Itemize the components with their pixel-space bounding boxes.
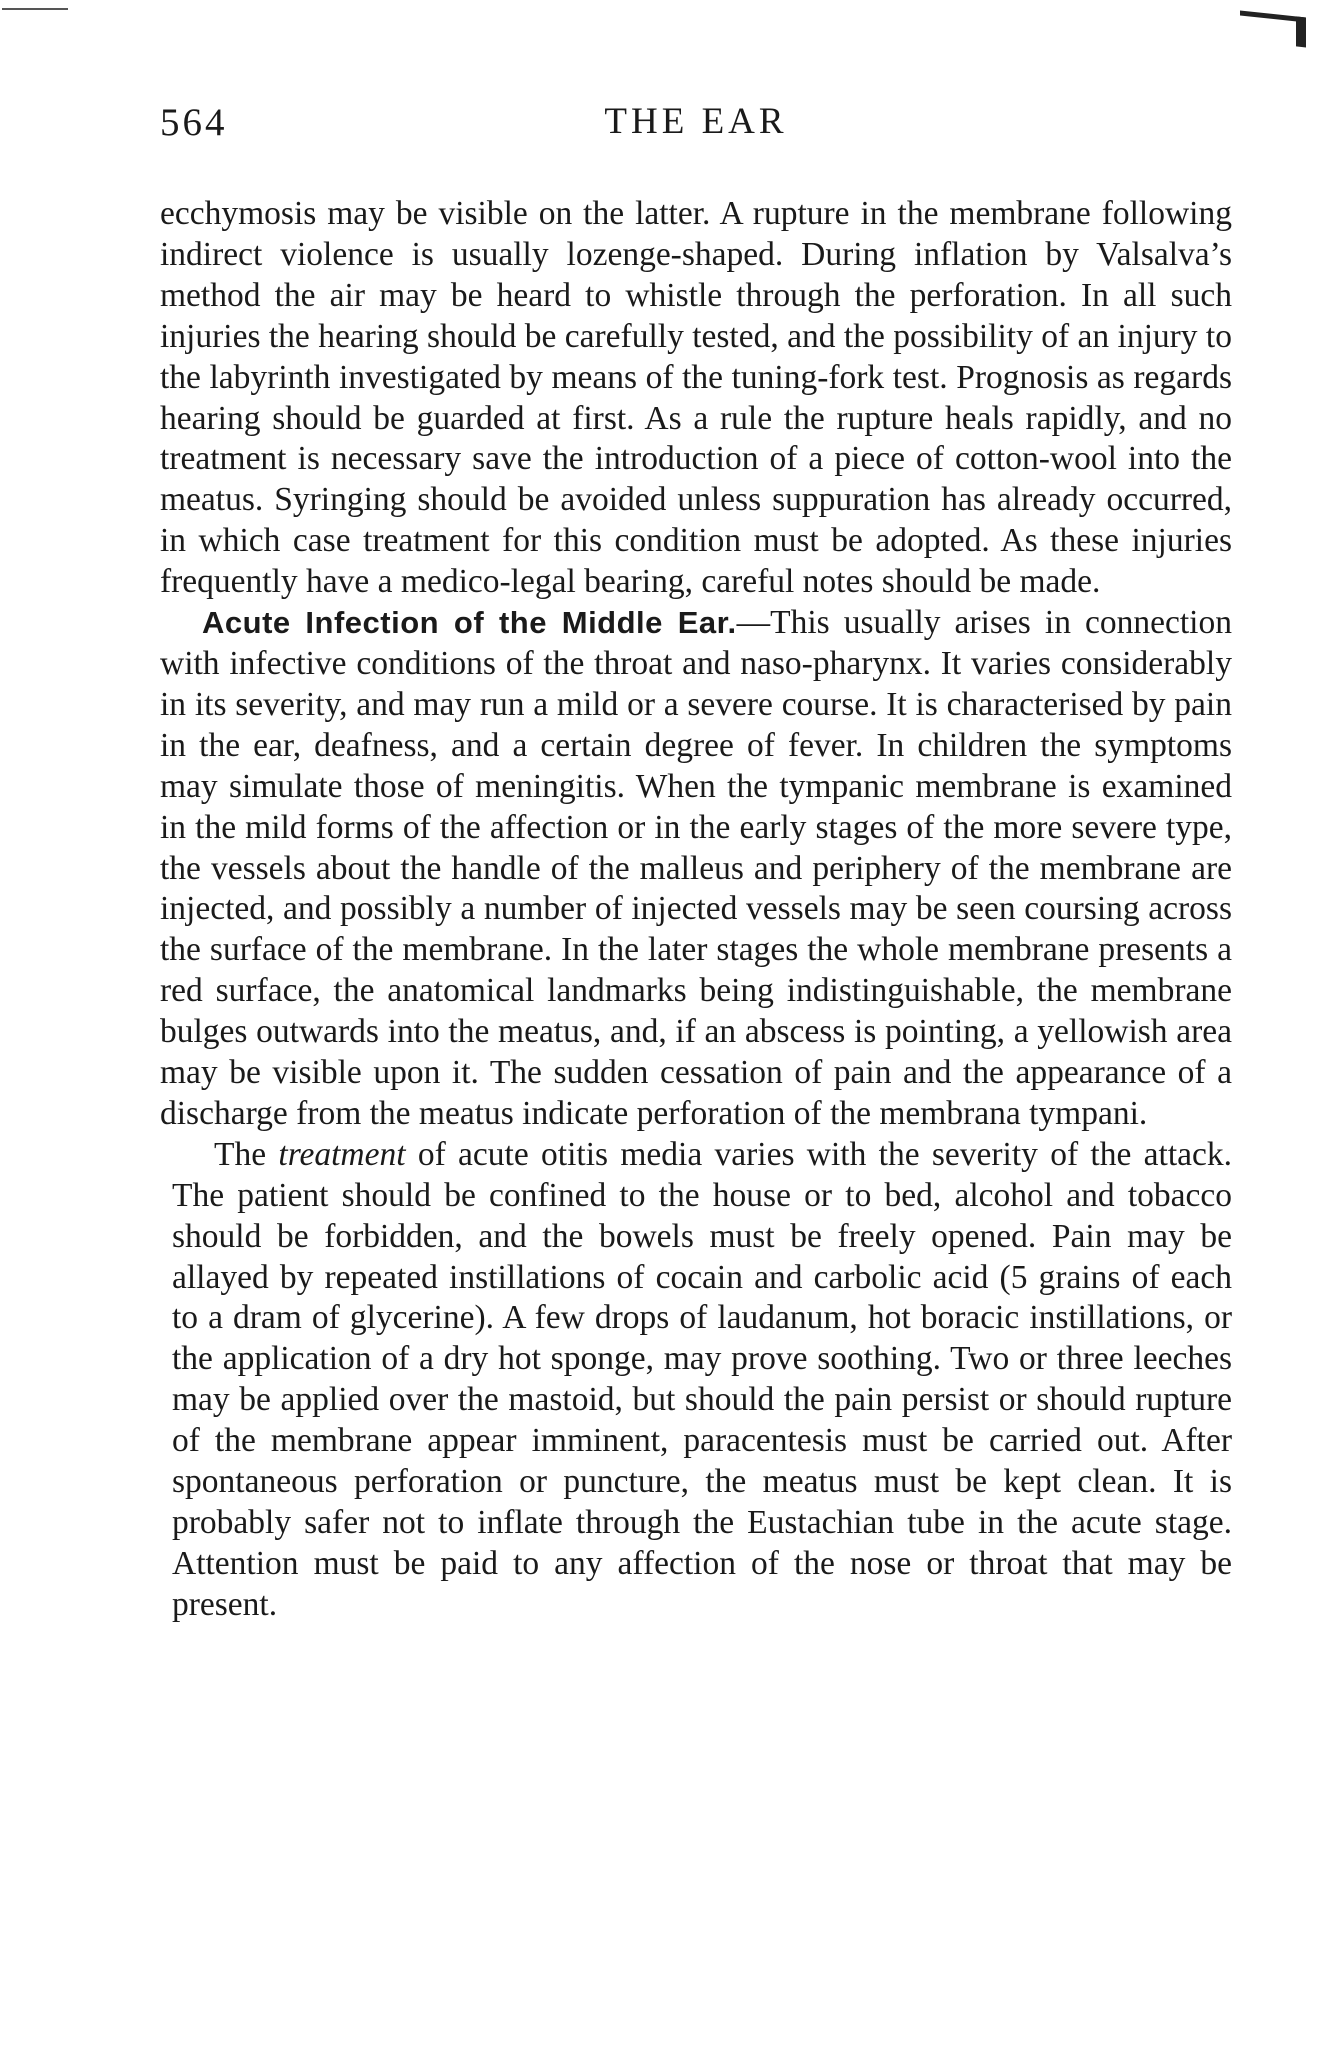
body-text	[160, 194, 1232, 1626]
paragraph-text: —This usually arises in connection with infective conditions of the throat and naso-pharynx. It varies considerably in its severity, and may run a mild or a severe course. It is characterised by pain in the ear, deafness, and a certain degree of fever. In children the symptoms may simulate those of meningitis. When the tympanic membrane is examined in the mild forms of the affection or in the early stages of the more severe type, the vessels about the handle of the malleus and periphery of the membrane are injected, and possibly a number of injected vessels may be seen coursing across the surface of the membrane. In the later stages the whole membrane presents a red surface, the anatomical landmarks being indistinguishable, the membrane bulges outwards into the meatus, and, if an abscess is pointing, a yellowish area may be visible upon it. The sudden cessation of pain and the appearance of a discharge from the meatus indicate perforation of the membrana tympani.	[160, 604, 1232, 1132]
paragraph-lead: The	[214, 1135, 279, 1173]
paragraph-acute-infection	[160, 603, 1232, 1135]
section-heading: Acute Infection of the Middle Ear.	[202, 605, 737, 641]
paragraph-text: ecchymosis may be visible on the latter. A rupture in the membrane following indirect violence is usually lozenge-shaped. During inflation by Valsalva’s method the air may be heard to whistle through the perforation. In all such injuries the hearing should be carefully tested, and the possibility of an injury to the labyrinth investigated by means of the tuning-fork test. Prognosis as regards hearing should be guarded at first. As a rule the rupture heals rapidly, and no treatment is necessary save the introduction of a piece of cotton-wool into the meatus. Syringing should be avoided unless suppuration has already occurred, in which case treatment for this condition must be adopted. As these injuries frequently have a medico-legal bearing, careful notes should be made.	[160, 195, 1232, 601]
page-header	[160, 100, 1232, 156]
paragraph-continuation	[160, 194, 1232, 603]
scan-edge-mark	[2, 8, 68, 10]
scan-corner-mark	[1240, 11, 1306, 23]
paragraph-treatment	[172, 1135, 1232, 1626]
paragraph-text: of acute otitis media varies with the severity of the attack. The patient should be confined to the house or to bed, alcohol and tobacco should be forbidden, and the bowels must be freely opened. Pain may be allayed by repeated instillations of cocain and carbolic acid (5 grains of each to a dram of glycerine). A few drops of laudanum, hot boracic instillations, or the application of a dry hot sponge, may prove soothing. Two or three leeches may be applied over the mastoid, but should the pain persist or should rupture of the membrane appear imminent, paracentesis must be carried out. After spontaneous perforation or puncture, the meatus must be kept clean. It is probably safer not to inflate through the Eustachian tube in the acute stage. Attention must be paid to any affection of the nose or throat that may be present.	[172, 1135, 1232, 1623]
running-head: THE EAR	[604, 101, 788, 142]
italic-term: treatment	[278, 1135, 406, 1173]
page-number: 564	[160, 101, 228, 144]
